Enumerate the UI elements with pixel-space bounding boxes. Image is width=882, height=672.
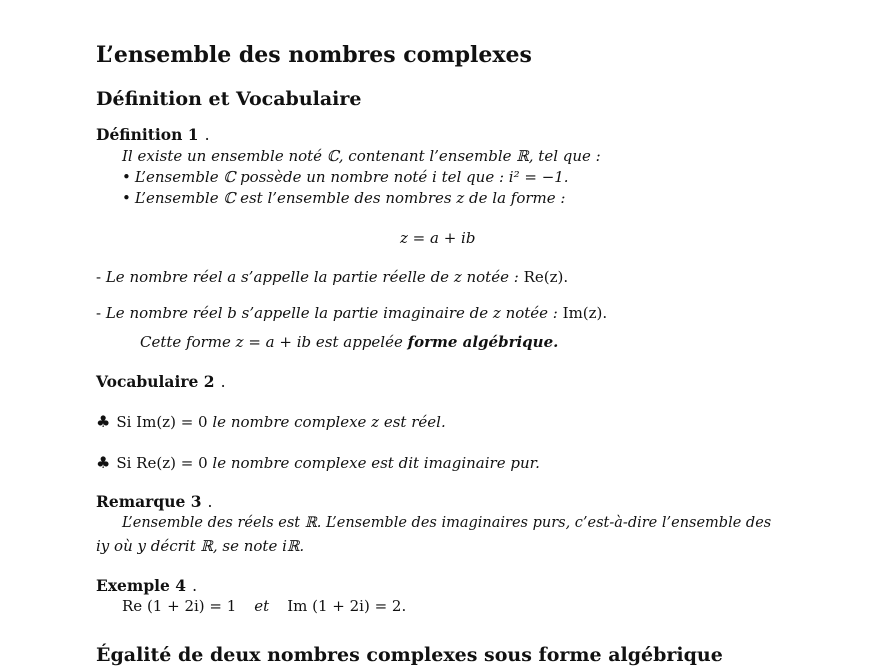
imaginary-part-text: Le nombre réel b s’appelle la partie imaginaire de z notée :	[105, 304, 558, 322]
page-title: L’ensemble des nombres complexes	[96, 42, 532, 68]
example-heading-label: Exemple 4	[96, 576, 187, 595]
algebraic-form-formula: z = a + ib	[400, 229, 476, 247]
real-part-notation: Re(z).	[523, 268, 569, 286]
vocabulary-item-imaginary-condition: Si Re(z) = 0	[116, 454, 208, 472]
definition-bullet-2-text: L’ensemble ℂ est l’ensemble des nombres z de la forme :	[134, 189, 566, 207]
definition-heading-label: Définition 1	[96, 125, 199, 144]
remark-heading: Remarque 3 .	[96, 492, 213, 511]
example-heading: Exemple 4 .	[96, 576, 198, 595]
definition-bullet-1-text: L’ensemble ℂ possède un nombre noté i tel que : i² = −1.	[134, 168, 569, 186]
dash-icon: -	[96, 268, 106, 286]
vocabulary-item-real-condition: Si Im(z) = 0	[116, 413, 208, 431]
bullet-icon: •	[122, 168, 131, 186]
vocabulary-heading: Vocabulaire 2 .	[96, 372, 226, 391]
definition-heading: Définition 1 .	[96, 125, 210, 144]
definition-intro: Il existe un ensemble noté ℂ, contenant l’ensemble ℝ, tel que :	[122, 147, 601, 165]
example-real-part: Re (1 + 2i) = 1	[122, 597, 237, 615]
real-part-line	[96, 268, 568, 286]
club-suit-icon: ♣	[96, 412, 111, 431]
definition-bullet-2	[122, 189, 565, 207]
vocabulary-item-imaginary-text: le nombre complexe est dit imaginaire pur.	[212, 454, 540, 472]
algebraic-form-term: forme algébrique.	[407, 333, 559, 351]
imaginary-part-notation: Im(z).	[562, 304, 608, 322]
bullet-icon: •	[122, 189, 131, 207]
remark-heading-label: Remarque 3	[96, 492, 202, 511]
section-heading-definition: Définition et Vocabulaire	[96, 88, 362, 110]
algebraic-form-sentence	[140, 333, 558, 351]
algebraic-form-text: Cette forme z = a + ib est appelée	[140, 333, 403, 351]
vocabulary-heading-label: Vocabulaire 2	[96, 372, 215, 391]
section-heading-equality: Égalité de deux nombres complexes sous forme algébrique	[96, 644, 723, 666]
remark-line-2: iy où y décrit ℝ, se note iℝ.	[96, 537, 305, 555]
example-imaginary-part: Im (1 + 2i) = 2.	[287, 597, 407, 615]
dash-icon: -	[96, 304, 106, 322]
real-part-text: Le nombre réel a s’appelle la partie réelle de z notée :	[105, 268, 519, 286]
example-connector: et	[254, 597, 270, 615]
remark-line-1: L’ensemble des réels est ℝ. L’ensemble des imaginaires purs, c’est-à-dire l’ensemble des	[122, 515, 772, 531]
vocabulary-item-real	[96, 412, 446, 431]
vocabulary-item-real-text: le nombre complexe z est réel.	[212, 413, 446, 431]
definition-bullet-1	[122, 168, 569, 186]
vocabulary-item-imaginary	[96, 453, 540, 472]
club-suit-icon: ♣	[96, 453, 111, 472]
imaginary-part-line	[96, 304, 607, 322]
example-line	[122, 597, 406, 615]
